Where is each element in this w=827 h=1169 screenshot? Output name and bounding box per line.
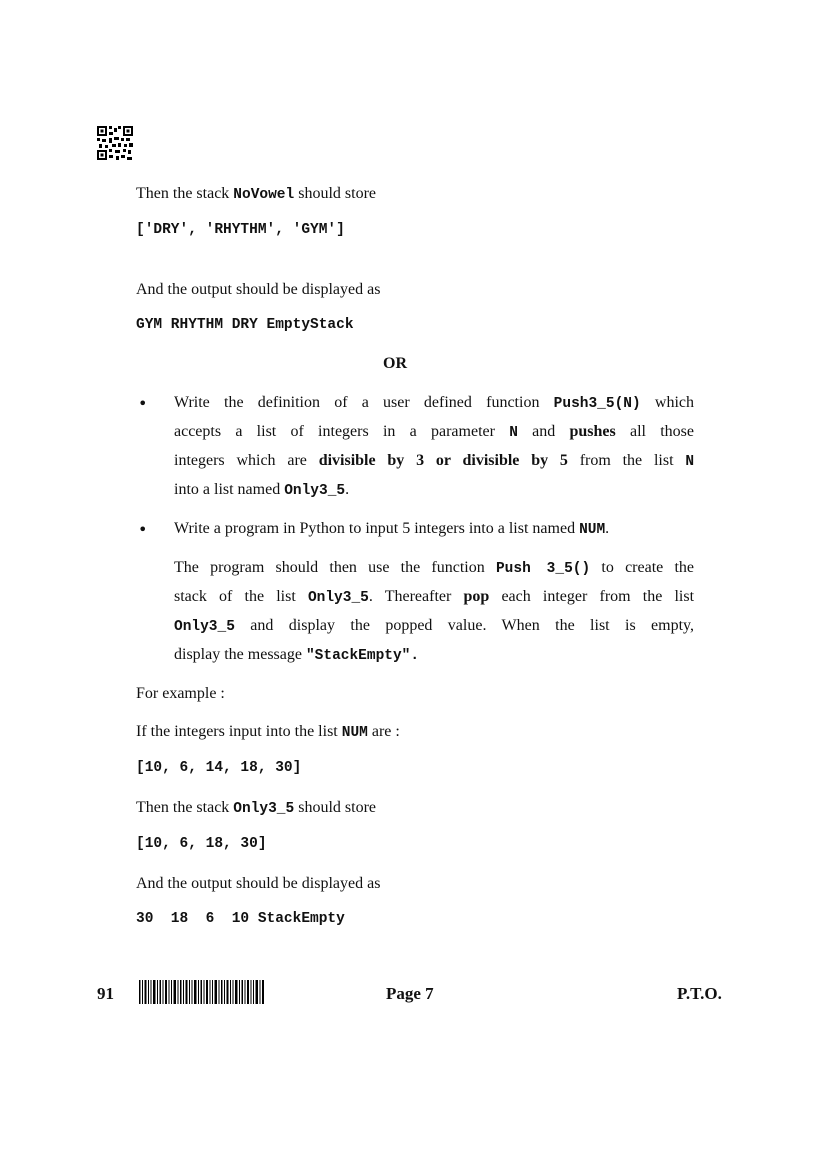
qr-code-icon — [97, 126, 133, 160]
text: accepts a list of integers in a parameter — [174, 423, 510, 440]
code-n: N — [685, 454, 695, 470]
text: . — [345, 481, 350, 498]
output-2: 30 18 6 10 StackEmpty — [136, 911, 345, 927]
page-number: Page 7 — [386, 984, 434, 1003]
stack-novowel-line — [136, 184, 376, 205]
bullet2-para-line3 — [174, 616, 694, 637]
text: into a list named — [174, 481, 285, 498]
text: integers which are — [174, 452, 319, 469]
code-stackempty: "StackEmpty". — [305, 648, 420, 664]
code-n: N — [509, 425, 518, 441]
bullet1-line1 — [174, 393, 694, 414]
novowel-stack-content: ['DRY', 'RHYTHM', 'GYM'] — [136, 222, 345, 238]
bullet2-para-line4 — [174, 645, 419, 666]
text: to create the — [590, 559, 695, 576]
bullet1-line3 — [174, 451, 694, 472]
text: The program should then use the function — [174, 559, 496, 576]
text: Write a program in Python to input 5 integers into a list named — [174, 520, 580, 537]
bullet1-line4 — [174, 480, 349, 501]
bullet-point-1: • — [138, 394, 148, 413]
text: If the integers input into the list — [136, 723, 342, 740]
text: . — [605, 520, 610, 537]
code-push-3-5: Push 3_5() — [495, 561, 591, 577]
text: should store — [294, 799, 376, 816]
text: are : — [367, 723, 400, 740]
text: Then the stack — [136, 185, 234, 202]
text: each integer from the list — [489, 588, 695, 605]
num-list: [10, 6, 14, 18, 30] — [136, 760, 302, 776]
bullet1-line2 — [174, 422, 694, 443]
bold-pop: pop — [463, 588, 490, 605]
code-num: NUM — [341, 725, 368, 741]
code-only3-5: Only3_5 — [307, 590, 369, 606]
text: stack of the list — [174, 588, 308, 605]
bullet-point-2: • — [138, 520, 148, 539]
text: and — [517, 423, 570, 440]
bullet2-para-line1 — [174, 558, 694, 579]
text: which — [640, 394, 695, 411]
text: from the list — [567, 452, 686, 469]
text: should store — [294, 185, 376, 202]
only-list: [10, 6, 18, 30] — [136, 836, 267, 852]
output-intro-2: And the output should be displayed as — [136, 875, 381, 892]
bullet2-para-line2 — [174, 587, 694, 608]
text: all those — [615, 423, 694, 440]
code-novowel: NoVowel — [233, 187, 295, 203]
text: Then the stack — [136, 799, 234, 816]
stack-only-line — [136, 798, 376, 819]
text: Write the definition of a user defined function — [174, 394, 554, 411]
code-only3-5: Only3_5 — [233, 801, 295, 817]
bullet2-line1 — [174, 519, 609, 540]
code-only3-5: Only3_5 — [174, 619, 235, 635]
for-example-label: For example : — [136, 685, 225, 702]
input-line — [136, 722, 400, 743]
text: and display the popped value. When the list is empty, — [234, 617, 694, 634]
code-only3-5: Only3_5 — [284, 483, 346, 499]
text: display the message — [174, 646, 306, 663]
or-heading: OR — [383, 355, 407, 372]
output-1: GYM RHYTHM DRY EmptyStack — [136, 317, 354, 333]
output-intro-1: And the output should be displayed as — [136, 281, 381, 298]
code-push3-5: Push3_5(N) — [553, 396, 641, 412]
barcode-icon — [139, 980, 264, 1004]
bold-pushes: pushes — [569, 423, 616, 440]
text: . Thereafter — [368, 588, 464, 605]
code-num: NUM — [579, 522, 606, 538]
pto-label: P.T.O. — [677, 984, 722, 1003]
bold-divisible: divisible by 3 or divisible by 5 — [318, 452, 568, 469]
question-paper-code: 91 — [97, 984, 114, 1003]
